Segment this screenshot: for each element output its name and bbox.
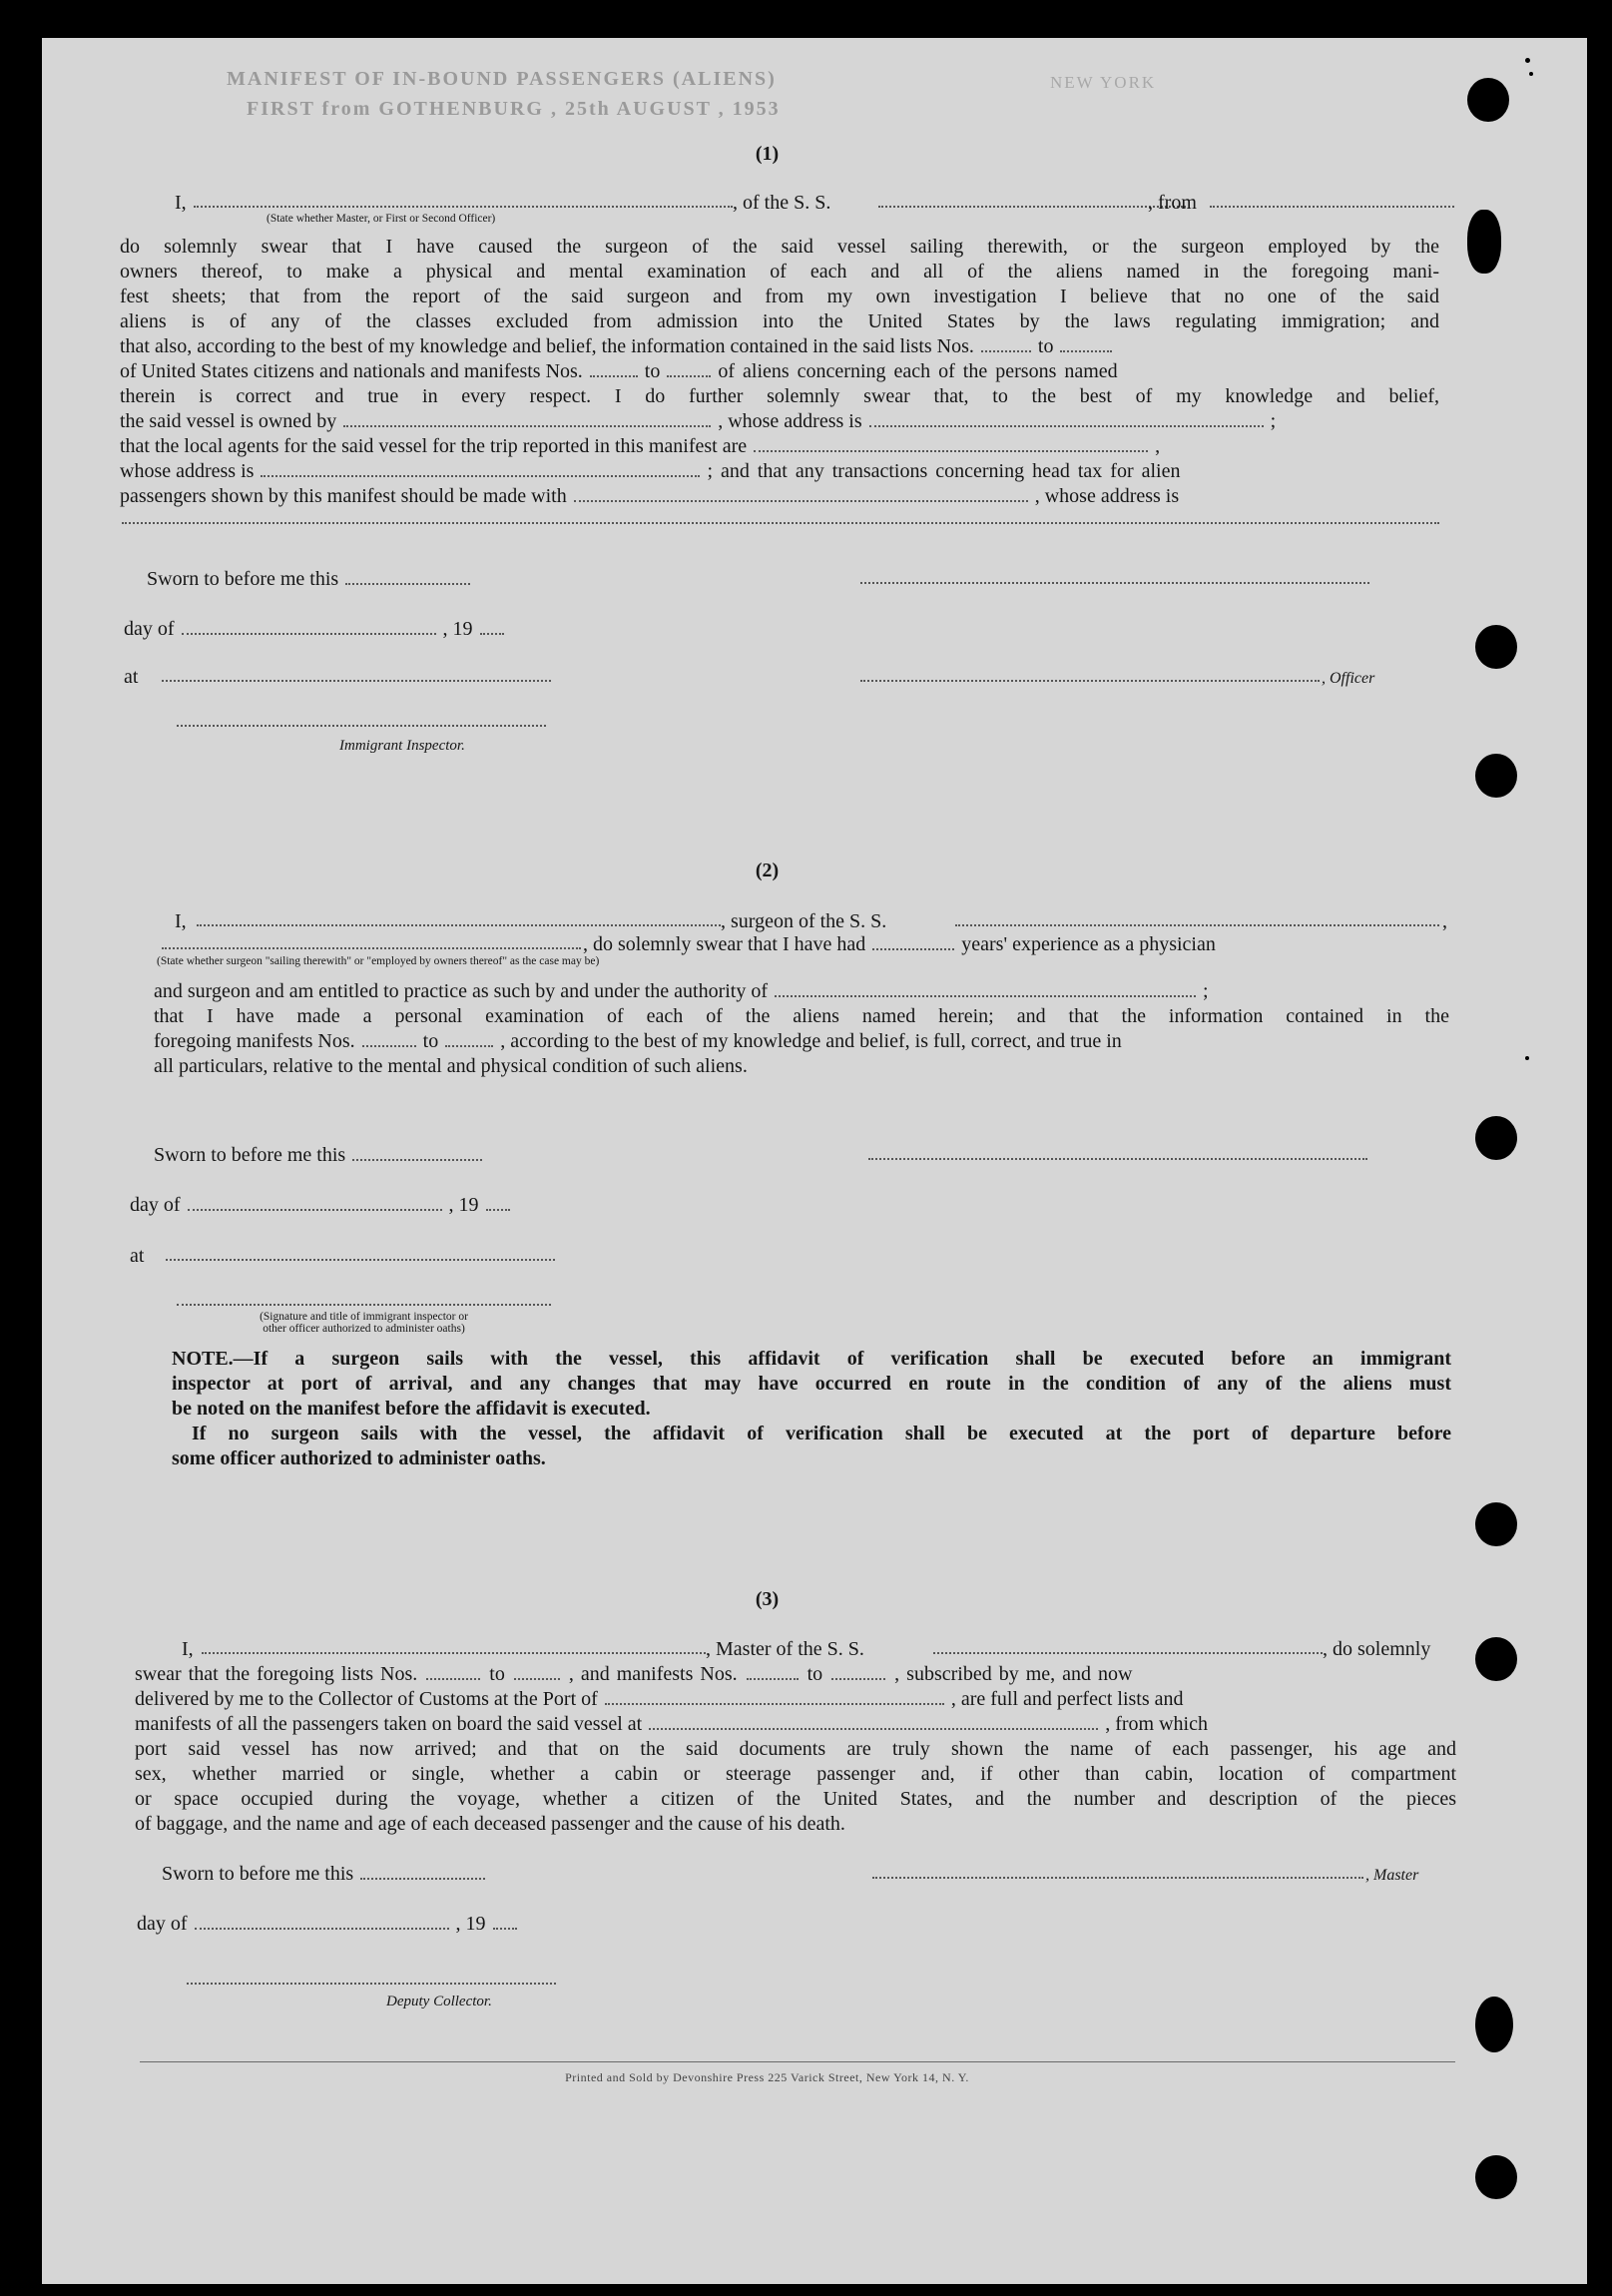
ghost-header-right: NEW YORK bbox=[1050, 73, 1157, 92]
s3-manifests-all-text: manifests of all the passengers taken on board the said vessel at bbox=[135, 1713, 643, 1735]
s1-inspector-label: Immigrant Inspector. bbox=[339, 738, 465, 754]
s2-surgeon-type-note: (State whether surgeon "sailing therewith" or "employed by owners thereof" as the case may be) bbox=[157, 955, 600, 967]
s3-lists-from-field[interactable] bbox=[426, 1664, 480, 1680]
s2-surgeon-signature-field[interactable] bbox=[868, 1158, 1367, 1160]
s1-officer-title-field[interactable] bbox=[860, 680, 1320, 682]
s3-port-field[interactable] bbox=[605, 1689, 944, 1705]
s3-day-of-field[interactable] bbox=[195, 1914, 449, 1930]
s1-passengers-line bbox=[120, 484, 1179, 508]
s1-address-text: whose address is bbox=[120, 460, 255, 482]
s1-day-of-label: day of bbox=[124, 618, 175, 640]
s1-manifests-to-field[interactable] bbox=[667, 361, 711, 377]
s1-inspector-signature-field[interactable] bbox=[177, 725, 546, 727]
s1-from-label: , from bbox=[1148, 192, 1197, 214]
s1-lists-text: that also, according to the best of my knowledge and belief, the information contained in the said lists Nos. bbox=[120, 335, 974, 357]
s2-sig-note-2: other officer authorized to administer oaths) bbox=[263, 1323, 465, 1335]
s3-do-solemnly: , do solemnly bbox=[1323, 1638, 1431, 1660]
s1-lists-to-label: to bbox=[1037, 335, 1054, 357]
speck bbox=[1529, 72, 1533, 76]
s3-deputy-signature-field[interactable] bbox=[187, 1983, 556, 1985]
s2-at-field[interactable] bbox=[166, 1259, 555, 1261]
s3-sworn-line bbox=[162, 1862, 487, 1886]
s3-delivered-line bbox=[135, 1687, 1184, 1711]
s2-foregoing-text: foregoing manifests Nos. bbox=[154, 1030, 355, 1052]
s2-note-line-2: inspector at port of arrival, and any changes that may have occurred en route in the condition of any of the aliens must bbox=[172, 1373, 1451, 1395]
s3-delivered-text: delivered by me to the Collector of Customs at the Port of bbox=[135, 1688, 598, 1710]
s1-owned-line bbox=[120, 409, 1276, 433]
punch-hole bbox=[1475, 2155, 1517, 2199]
s1-of-aliens-text: of aliens concerning each of the persons named bbox=[718, 360, 1118, 382]
s1-sworn-line bbox=[147, 567, 472, 591]
s1-agents-comma: , bbox=[1155, 435, 1161, 457]
s3-body-line-2: sex, whether married or single, whether a cabin or steerage passenger and, if other than cabin, location of compartment bbox=[135, 1763, 1456, 1785]
s2-year-label: , 19 bbox=[448, 1194, 479, 1216]
s3-manifests-from-field[interactable] bbox=[747, 1664, 799, 1680]
s1-agents-line bbox=[120, 434, 1160, 458]
s2-inspector-signature-field[interactable] bbox=[177, 1304, 551, 1306]
s3-body-line-3: or space occupied during the voyage, whether a citizen of the United States, and the number and description of the pieces bbox=[135, 1788, 1456, 1810]
s3-full-perfect-text: , are full and perfect lists and bbox=[950, 1688, 1184, 1710]
s1-head-tax-text: ; and that any transactions concerning head tax for alien bbox=[707, 460, 1181, 482]
s1-passengers-address-field[interactable] bbox=[122, 522, 1439, 524]
s2-sworn-line bbox=[154, 1143, 484, 1167]
s2-authority-field[interactable] bbox=[775, 981, 1196, 997]
punch-hole bbox=[1475, 1116, 1517, 1160]
s1-agents-field[interactable] bbox=[754, 436, 1148, 452]
s1-from-field[interactable] bbox=[1210, 206, 1454, 208]
s2-years-field[interactable] bbox=[872, 934, 954, 950]
s3-deputy-label: Deputy Collector. bbox=[386, 1994, 492, 2009]
s2-sig-note-1: (Signature and title of immigrant inspector or bbox=[260, 1311, 468, 1323]
s1-address-line bbox=[120, 459, 1181, 483]
s2-sworn-label: Sworn to before me this bbox=[154, 1144, 346, 1166]
s1-officer-name-field[interactable] bbox=[194, 206, 733, 208]
s2-authority-line bbox=[154, 979, 1209, 1003]
document-page bbox=[42, 38, 1587, 2284]
s3-master-of-label: , Master of the S. S. bbox=[706, 1638, 864, 1660]
punch-hole bbox=[1467, 78, 1509, 122]
s3-port-of-embarkation-field[interactable] bbox=[649, 1714, 1098, 1730]
s3-i-label: I, bbox=[182, 1638, 194, 1660]
s2-years-line bbox=[583, 932, 1216, 956]
s2-particulars-line: all particulars, relative to the mental and physical condition of such aliens. bbox=[154, 1055, 748, 1077]
s1-passengers-address-label: , whose address is bbox=[1034, 485, 1180, 507]
punch-hole bbox=[1475, 1637, 1517, 1681]
s3-to-label-1: to bbox=[489, 1663, 505, 1685]
s1-body-line-2: owners thereof, to make a physical and mental examination of each and all of the aliens named in the foregoing mani- bbox=[120, 261, 1439, 283]
s1-vessel-name-field[interactable] bbox=[878, 206, 1186, 208]
s1-body-line-4: aliens is of any of the classes excluded from admission into the United States by the laws regulating immigration; and bbox=[120, 310, 1439, 332]
s1-manifests-line bbox=[120, 359, 1118, 383]
s1-owner-address-field[interactable] bbox=[869, 411, 1264, 427]
s2-note-line-1: NOTE.—If a surgeon sails with the vessel, this affidavit of verification shall be executed before an immigrant bbox=[172, 1348, 1451, 1370]
s1-owner-field[interactable] bbox=[343, 411, 711, 427]
s2-year-field[interactable] bbox=[486, 1195, 510, 1211]
s1-body-line-7: therein is correct and true in every respect. I do further solemnly swear that, to the best of my knowledge and belief, bbox=[120, 385, 1439, 407]
s1-agents-address-field[interactable] bbox=[261, 461, 700, 477]
s1-year-field[interactable] bbox=[480, 619, 504, 635]
s3-master-name-field[interactable] bbox=[202, 1652, 706, 1654]
s1-manifests-from-field[interactable] bbox=[590, 361, 638, 377]
printer-imprint: Printed and Sold by Devonshire Press 225 Varick Street, New York 14, N. Y. bbox=[565, 2070, 969, 2084]
s3-body-line-1: port said vessel has now arrived; and that on the said documents are truly shown the name of each passenger, his age and bbox=[135, 1738, 1456, 1760]
s2-i-label: I, bbox=[175, 910, 187, 932]
s1-officer-note: (State whether Master, or First or Second Officer) bbox=[267, 213, 496, 225]
s2-authority-semicolon: ; bbox=[1203, 980, 1209, 1002]
s1-lists-to-field[interactable] bbox=[1060, 336, 1112, 352]
s3-master-label: , Master bbox=[1365, 1867, 1419, 1884]
s3-year-field[interactable] bbox=[493, 1914, 517, 1930]
s3-sworn-day-field[interactable] bbox=[360, 1864, 485, 1880]
ghost-header-title: MANIFEST OF IN-BOUND PASSENGERS (ALIENS) bbox=[227, 68, 777, 90]
ghost-header-line: FIRST from GOTHENBURG , 25th AUGUST , 1953 bbox=[247, 98, 781, 120]
section-2-heading: (2) bbox=[755, 860, 780, 881]
punch-hole bbox=[1475, 1502, 1517, 1546]
s3-manifests-all-line bbox=[135, 1712, 1208, 1736]
s2-surgeon-name-field[interactable] bbox=[197, 924, 721, 926]
s3-day-of-label: day of bbox=[137, 1913, 188, 1935]
s1-sworn-label: Sworn to before me this bbox=[147, 568, 339, 590]
s2-surgeon-type-field[interactable] bbox=[162, 947, 581, 949]
s2-at-label: at bbox=[130, 1245, 145, 1267]
s2-according-text: , according to the best of my knowledge and belief, is full, correct, and true in bbox=[500, 1030, 1122, 1052]
punch-hole bbox=[1475, 754, 1517, 798]
s3-year-label: , 19 bbox=[455, 1913, 486, 1935]
s2-day-of-label: day of bbox=[130, 1194, 181, 1216]
s1-body-line-1: do solemnly swear that I have caused the surgeon of the said vessel sailing therewith, or the surgeon employed by the bbox=[120, 236, 1439, 258]
s3-master-signature-field[interactable] bbox=[872, 1877, 1363, 1879]
s1-owned-semicolon: ; bbox=[1270, 410, 1277, 432]
s3-sworn-label: Sworn to before me this bbox=[162, 1863, 354, 1885]
s2-note-line-5: some officer authorized to administer oaths. bbox=[172, 1447, 546, 1469]
s3-body-line-4: of baggage, and the name and age of each deceased passenger and the cause of his death. bbox=[135, 1813, 845, 1835]
s2-vessel-field[interactable] bbox=[955, 924, 1439, 926]
s2-foregoing-line bbox=[154, 1029, 1122, 1053]
s2-surgeon-of-label: , surgeon of the S. S. bbox=[721, 910, 887, 932]
s2-personal-line: that I have made a personal examination of each of the aliens named herein; and that the information contained in the bbox=[154, 1005, 1449, 1027]
punch-hole bbox=[1475, 1997, 1513, 2052]
s1-passengers-text: passengers shown by this manifest should be made with bbox=[120, 485, 567, 507]
s1-lists-from-field[interactable] bbox=[981, 336, 1031, 352]
s2-comma: , bbox=[1442, 910, 1447, 932]
speck bbox=[1525, 1056, 1529, 1060]
s3-day-of-line bbox=[137, 1912, 519, 1936]
s1-body-line-3: fest sheets; that from the report of the said surgeon and from my own investigation I believe that no one of the said bbox=[120, 286, 1439, 307]
section-1-heading: (1) bbox=[755, 143, 780, 165]
s1-day-of-line bbox=[124, 617, 506, 641]
s3-subscribed-text: , subscribed by me, and now bbox=[894, 1663, 1133, 1685]
s1-agents-text: that the local agents for the said vessel for the trip reported in this manifest are bbox=[120, 435, 748, 457]
s1-manifests-to-label: to bbox=[644, 360, 661, 382]
s2-manifests-to-field[interactable] bbox=[445, 1031, 493, 1047]
s2-note-line-3: be noted on the manifest before the affidavit is executed. bbox=[172, 1398, 651, 1420]
s2-to-label: to bbox=[422, 1030, 439, 1052]
s3-lists-to-field[interactable] bbox=[514, 1664, 560, 1680]
s2-do-solemnly-text: , do solemnly swear that I have had bbox=[583, 933, 866, 955]
speck bbox=[1525, 58, 1530, 63]
s3-to-label-2: to bbox=[806, 1663, 823, 1685]
s1-manifests-text: of United States citizens and nationals and manifests Nos. bbox=[120, 360, 583, 382]
punch-hole bbox=[1467, 210, 1501, 274]
s3-manifests-to-field[interactable] bbox=[831, 1664, 885, 1680]
s2-day-of-line bbox=[130, 1193, 512, 1217]
s3-from-which-text: , from which bbox=[1105, 1713, 1208, 1735]
s2-manifests-from-field[interactable] bbox=[362, 1031, 416, 1047]
s1-officer-label: , Officer bbox=[1322, 670, 1375, 687]
s1-head-tax-agent-field[interactable] bbox=[574, 486, 1028, 502]
s2-note-line-4: If no surgeon sails with the vessel, the affidavit of verification shall be executed at the port of departure before bbox=[192, 1423, 1451, 1444]
s2-authority-text: and surgeon and am entitled to practice as such by and under the authority of bbox=[154, 980, 768, 1002]
s1-i-label: I, bbox=[175, 192, 187, 214]
s1-at-field[interactable] bbox=[162, 680, 551, 682]
s3-and-manifests-text: , and manifests Nos. bbox=[568, 1663, 738, 1685]
punch-hole bbox=[1475, 625, 1517, 669]
section-3-heading: (3) bbox=[755, 1588, 780, 1610]
s1-sworn-day-field[interactable] bbox=[345, 569, 470, 585]
s1-of-ss-label: , of the S. S. bbox=[733, 192, 831, 214]
s3-swear-lists-text: swear that the foregoing lists Nos. bbox=[135, 1663, 418, 1685]
s2-sworn-day-field[interactable] bbox=[352, 1145, 482, 1161]
s1-lists-line bbox=[120, 334, 1114, 358]
s3-swear-line bbox=[135, 1662, 1132, 1686]
s1-owner-address-label: , whose address is bbox=[718, 410, 862, 432]
s1-year-label: , 19 bbox=[442, 618, 473, 640]
s1-officer-signature-field[interactable] bbox=[860, 582, 1369, 584]
s1-at-label: at bbox=[124, 666, 139, 688]
s3-vessel-field[interactable] bbox=[933, 1652, 1323, 1654]
s1-day-of-field[interactable] bbox=[182, 619, 436, 635]
footer-rule bbox=[140, 2061, 1455, 2062]
s2-day-of-field[interactable] bbox=[188, 1195, 442, 1211]
s1-owned-text: the said vessel is owned by bbox=[120, 410, 337, 432]
s2-years-exp-text: years' experience as a physician bbox=[961, 933, 1216, 955]
